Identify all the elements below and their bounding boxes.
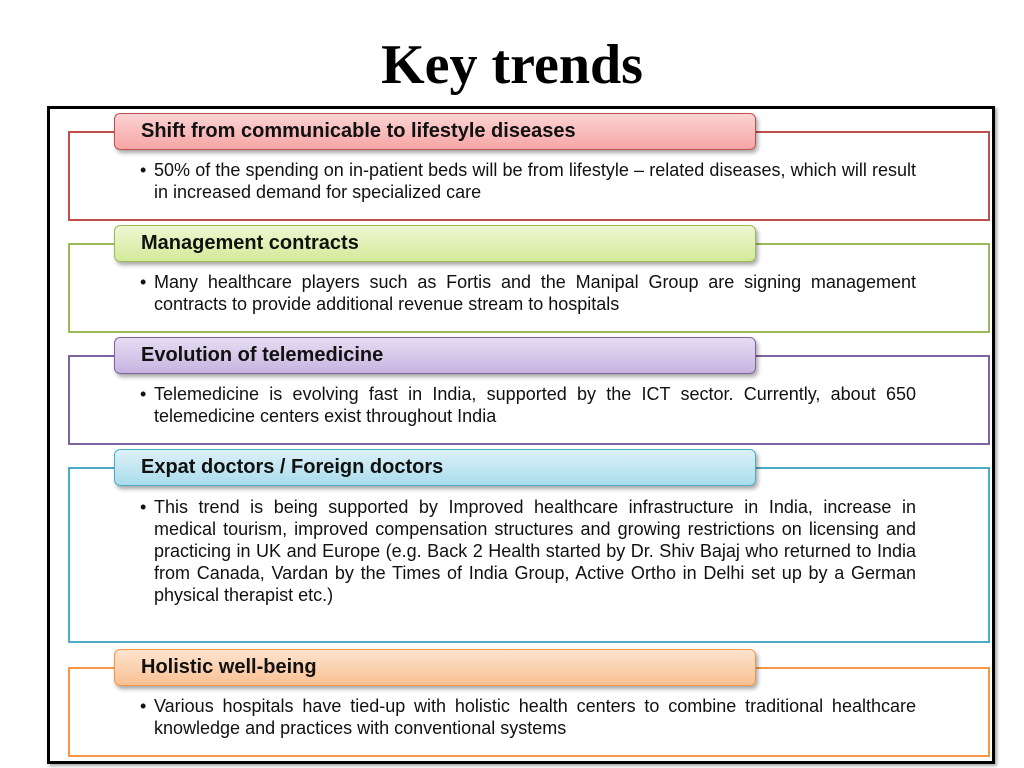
trend-heading: Expat doctors / Foreign doctors xyxy=(114,449,756,486)
trend-bullet: • This trend is being supported by Improved healthcare infrastructure in India, increase in medical tourism, improved compensation structures and growing restrictions on licensing and practicing in UK and Europe (e.g. Back 2 Health started by Dr. Shiv Bajaj who returned to India from Canada, Vardan by the Times of India Group, Active Ortho in Delhi set up by a German physical therapist etc.) xyxy=(140,496,916,606)
trend-bullet: • Many healthcare players such as Fortis and the Manipal Group are signing management contracts to provide additional revenue stream to hospitals xyxy=(140,271,916,315)
trend-bullet: • 50% of the spending on in-patient beds will be from lifestyle – related diseases, which will result in increased demand for specialized care xyxy=(140,159,916,203)
page-title: Key trends xyxy=(381,34,643,96)
trend-heading: Management contracts xyxy=(114,225,756,262)
trends-frame xyxy=(47,106,995,764)
trend-bullet: • Various hospitals have tied-up with holistic health centers to combine traditional healthcare knowledge and practices with conventional systems xyxy=(140,695,916,739)
trend-heading: Holistic well-being xyxy=(114,649,756,686)
trend-bullet: • Telemedicine is evolving fast in India, supported by the ICT sector. Currently, about 650 telemedicine centers exist throughout India xyxy=(140,383,916,427)
trend-heading: Evolution of telemedicine xyxy=(114,337,756,374)
trend-heading: Shift from communicable to lifestyle diseases xyxy=(114,113,756,150)
